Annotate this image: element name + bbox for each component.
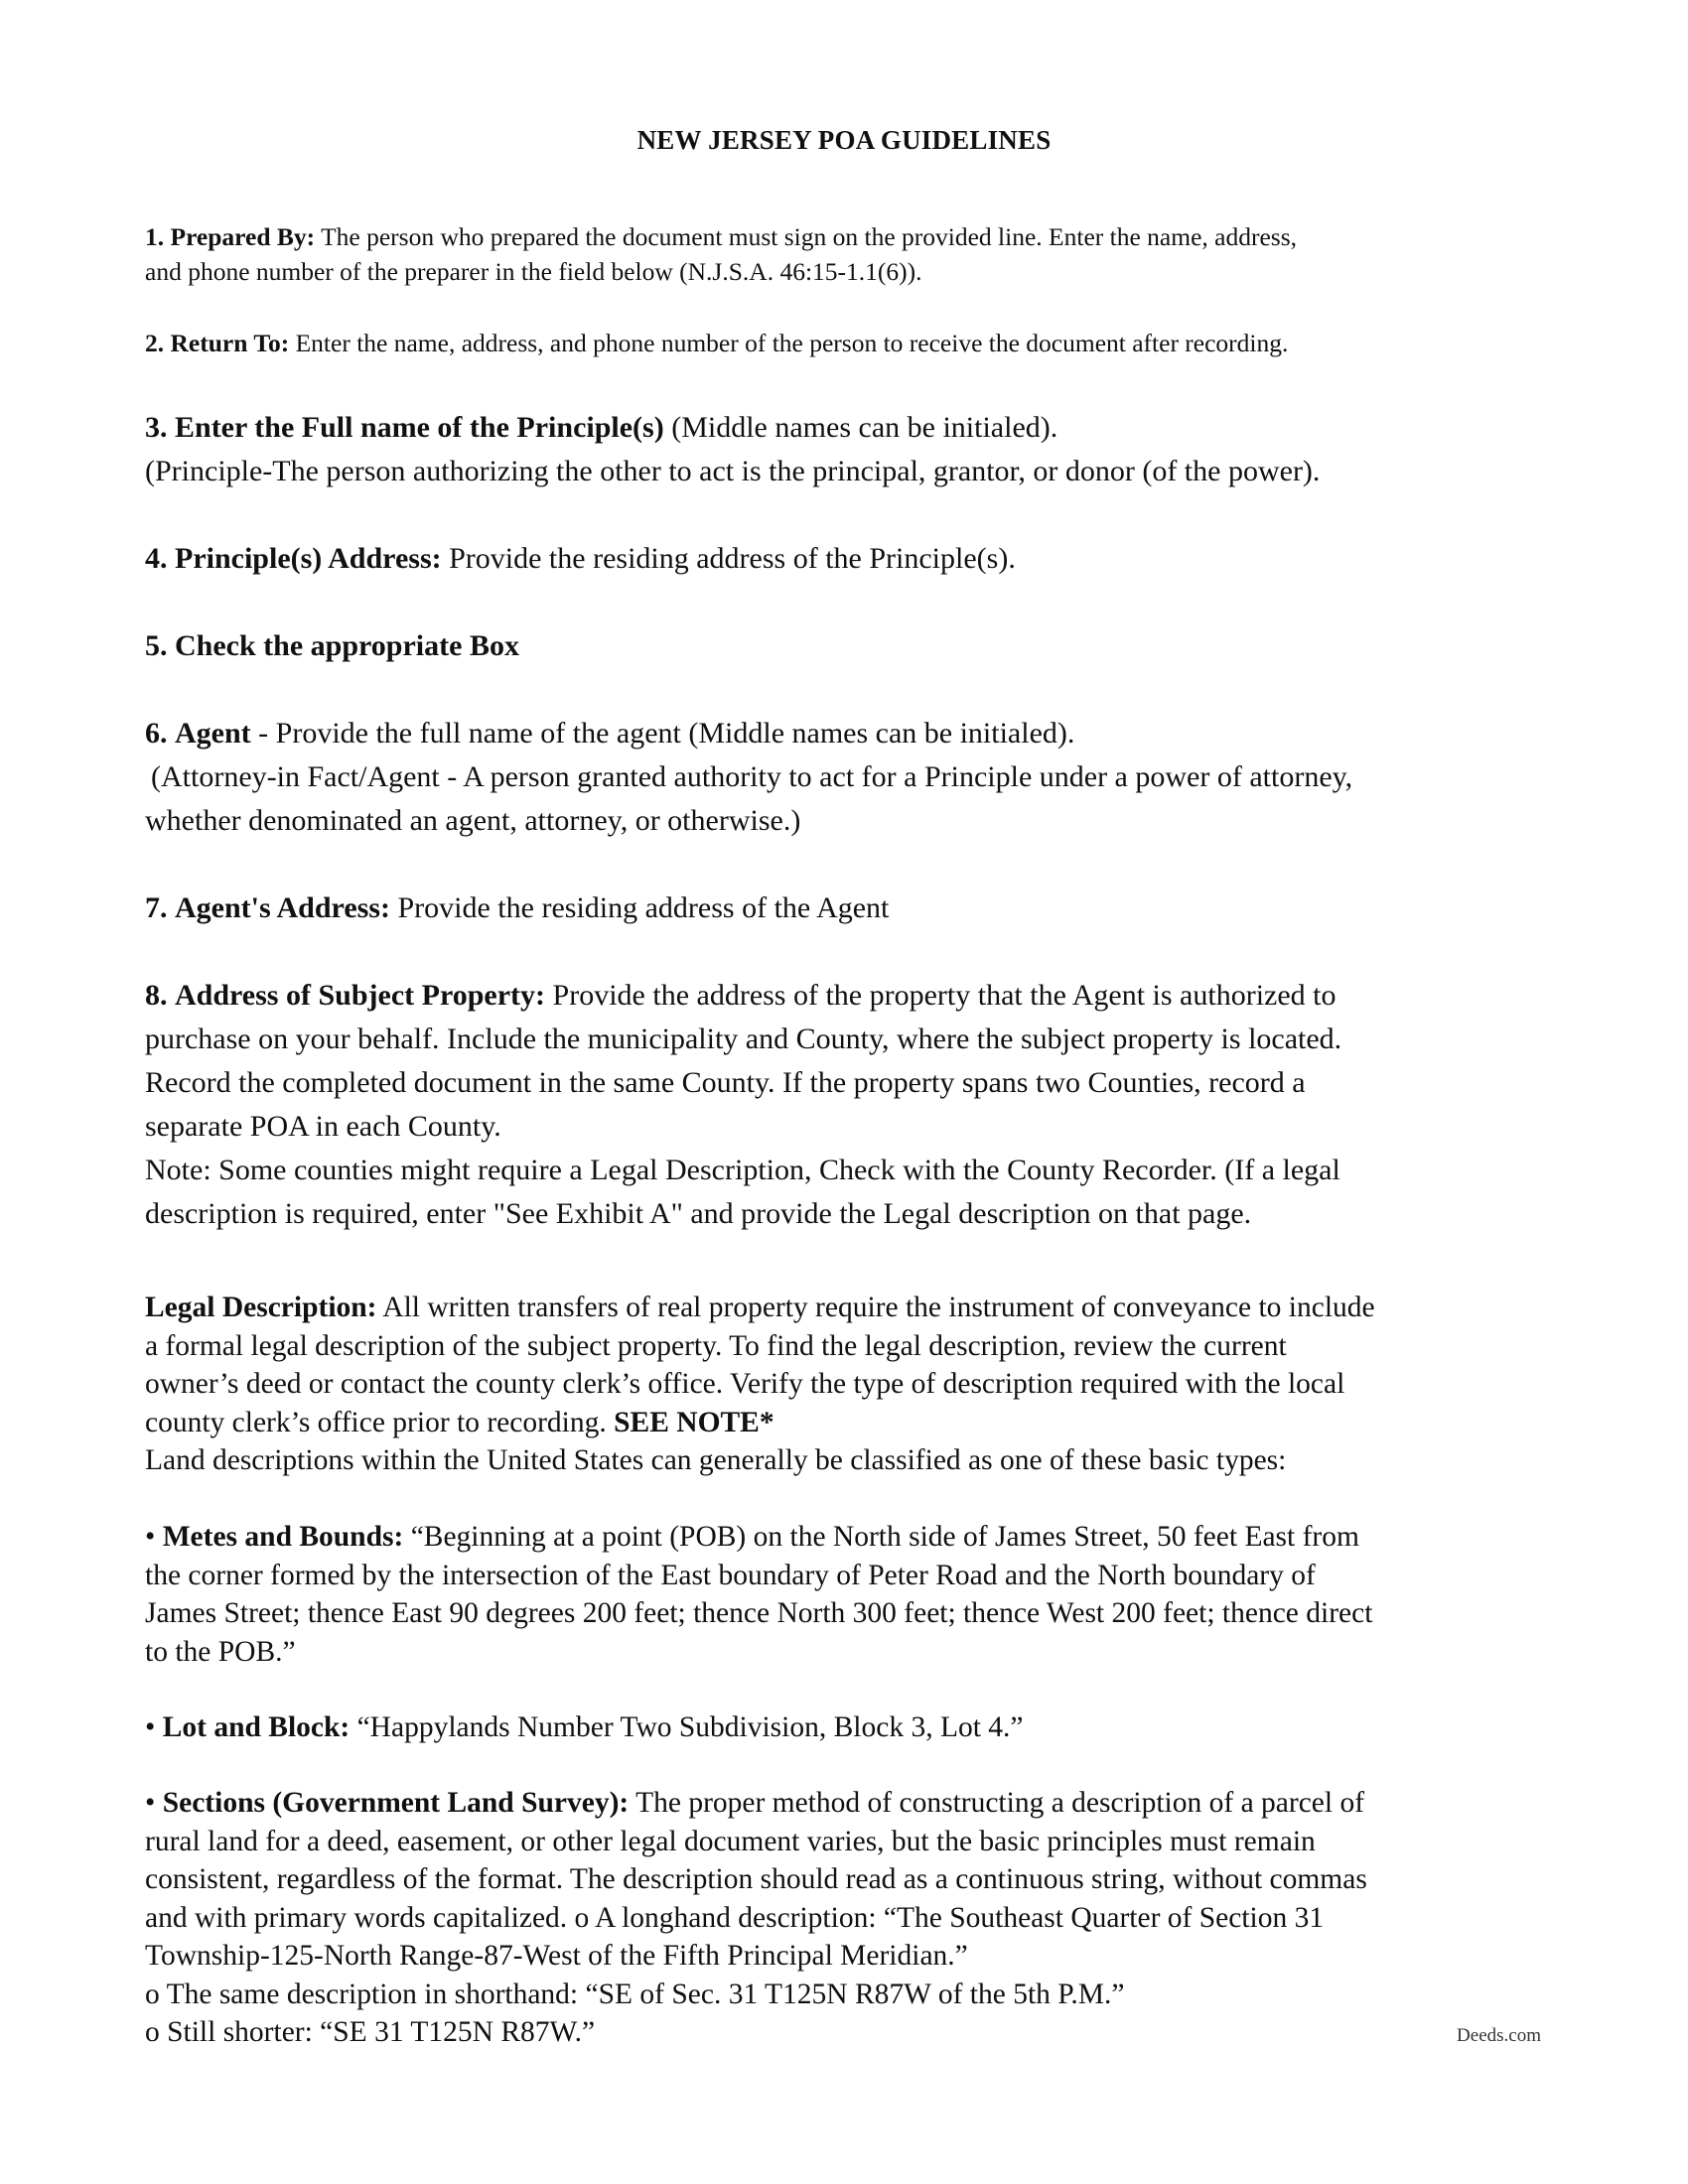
item-label: Agent's Address: — [175, 891, 390, 924]
item-label: Enter the Full name of the Principle(s) — [175, 411, 664, 444]
item-text-line: Note: Some counties might require a Legal Description, Check with the County Recorder. (If a legal — [145, 1154, 1340, 1186]
item-text-line: description is required, enter "See Exhibit A" and provide the Legal description on that page. — [145, 1197, 1252, 1230]
item-principle-address — [145, 537, 1555, 581]
item-text: Enter the name, address, and phone number of the person to receive the document after recording. — [295, 329, 1289, 357]
item-check-box — [145, 624, 1555, 668]
type-text-line: o Still shorter: “SE 31 T125N R87W.” — [145, 2016, 596, 2048]
item-prepared-by — [145, 219, 1555, 289]
legal-types-intro: Land descriptions within the United States can generally be classified as one of these basic types: — [145, 1444, 1287, 1476]
legal-text-line: a formal legal description of the subject property. To find the legal description, review the current — [145, 1329, 1287, 1362]
item-text: The person who prepared the document must sign on the provided line. Enter the name, address, — [321, 222, 1297, 251]
type-label: Sections (Government Land Survey): — [162, 1787, 630, 1819]
type-text-line: James Street; thence East 90 degrees 200 feet; thence North 300 feet; thence West 200 feet; thence direct — [145, 1597, 1373, 1629]
type-text-line: rural land for a deed, easement, or other legal document varies, but the basic principles must remain — [145, 1825, 1316, 1857]
item-text-line: purchase on your behalf. Include the municipality and County, where the subject property is located. — [145, 1023, 1342, 1055]
item-number: 3. — [145, 411, 168, 444]
item-label: Principle(s) Address: — [175, 542, 442, 575]
type-label: Metes and Bounds: — [162, 1521, 404, 1553]
type-text-line: the corner formed by the intersection of the East boundary of Peter Road and the North boundary of — [145, 1559, 1316, 1591]
item-number: 7. — [145, 891, 168, 924]
item-label: Prepared By: — [170, 222, 316, 251]
item-agent — [145, 712, 1555, 843]
item-number: 1. — [145, 222, 165, 251]
item-text-line: separate POA in each County. — [145, 1110, 501, 1143]
item-text-line: Record the completed document in the same County. If the property spans two Counties, record a — [145, 1066, 1306, 1099]
bullet: • — [145, 1711, 156, 1743]
see-note: SEE NOTE* — [614, 1406, 774, 1438]
item-principle-name — [145, 406, 1555, 493]
item-number: 4. — [145, 542, 168, 575]
item-text: Provide the residing address of the Agent — [397, 891, 890, 924]
item-subject-property — [145, 974, 1555, 1236]
item-label: Check the appropriate Box — [175, 629, 519, 662]
page-title: NEW JERSEY POA GUIDELINES — [636, 125, 1052, 155]
legal-text-line: owner’s deed or contact the county clerk’s office. Verify the type of description required with the local — [145, 1368, 1345, 1400]
legal-text: All written transfers of real property require the instrument of conveyance to include — [382, 1292, 1375, 1323]
item-text: (Middle names can be initialed). — [671, 411, 1058, 444]
item-number: 6. — [145, 717, 168, 750]
legal-label: Legal Description: — [145, 1292, 377, 1323]
item-text-line: whether denominated an agent, attorney, or otherwise.) — [145, 804, 801, 837]
type-text-line: and with primary words capitalized. o A longhand description: “The Southeast Quarter of Section 31 — [145, 1901, 1325, 1934]
bullet: • — [145, 1787, 156, 1819]
type-text: “Beginning at a point (POB) on the North side of James Street, 50 feet East from — [410, 1521, 1359, 1553]
type-metes-and-bounds — [145, 1518, 1555, 1671]
item-text-line: (Attorney-in Fact/Agent - A person granted authority to act for a Principle under a power of attorney, — [151, 760, 1353, 793]
item-label: Address of Subject Property: — [175, 979, 546, 1012]
type-text: The proper method of constructing a description of a parcel of — [635, 1787, 1365, 1819]
type-text-line: o The same description in shorthand: “SE of Sec. 31 T125N R87W of the 5th P.M.” — [145, 1978, 1125, 2010]
item-label: Return To: — [170, 329, 290, 357]
item-agent-address — [145, 887, 1555, 930]
type-text-line: consistent, regardless of the format. The description should read as a continuous string, without commas — [145, 1863, 1367, 1895]
item-return-to — [145, 326, 1555, 360]
bullet: • — [145, 1521, 156, 1553]
item-number: 8. — [145, 979, 168, 1012]
type-sections — [145, 1784, 1555, 2052]
type-text-line: to the POB.” — [145, 1635, 296, 1668]
item-text: - Provide the full name of the agent (Middle names can be initialed). — [258, 717, 1075, 750]
type-lot-and-block — [145, 1708, 1555, 1747]
item-label: Agent — [175, 717, 251, 750]
type-text: “Happylands Number Two Subdivision, Block 3, Lot 4.” — [356, 1711, 1024, 1743]
footer-brand: Deeds.com — [1457, 2025, 1541, 2046]
item-text-line: (Principle-The person authorizing the other to act is the principal, grantor, or donor (of the power). — [145, 455, 1321, 487]
legal-description — [145, 1289, 1555, 1480]
item-number: 5. — [145, 629, 168, 662]
item-number: 2. — [145, 329, 165, 357]
item-text: Provide the address of the property that the Agent is authorized to — [552, 979, 1336, 1012]
type-label: Lot and Block: — [162, 1711, 351, 1743]
item-text-line: and phone number of the preparer in the field below (N.J.S.A. 46:15-1.1(6)). — [145, 257, 922, 286]
item-text: Provide the residing address of the Principle(s). — [449, 542, 1016, 575]
legal-text-line: county clerk’s office prior to recording. — [145, 1406, 607, 1438]
type-text-line: Township-125-North Range-87-West of the Fifth Principal Meridian.” — [145, 1940, 968, 1972]
